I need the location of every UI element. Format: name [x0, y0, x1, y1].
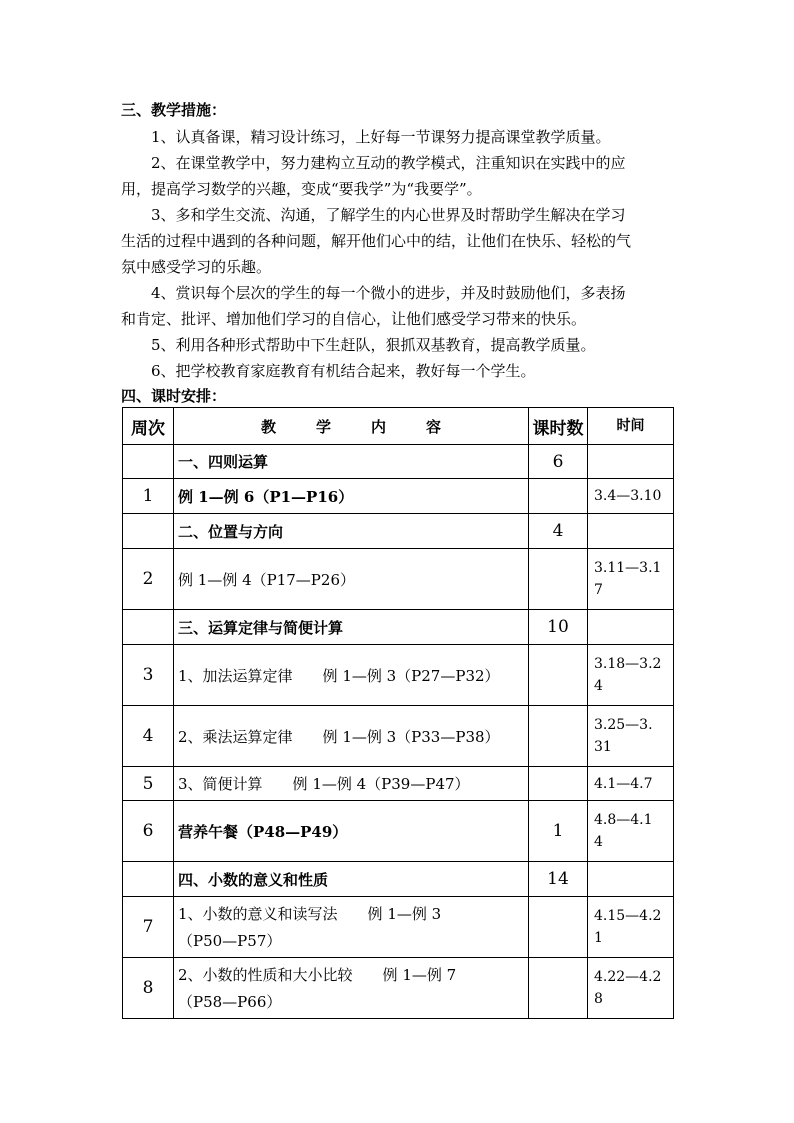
content-title: 二、位置与方向 [178, 522, 284, 541]
time-line: 4 [594, 678, 603, 694]
time-line: 4.15—4.2 [594, 908, 662, 924]
table-header-row [123, 408, 674, 445]
header-content: 教学内容 [174, 408, 529, 445]
measure-line: 1、认真备课，精习设计练习，上好每一节课努力提高课堂教学质量。 [151, 128, 611, 146]
content-pages: （P58—P66） [178, 993, 282, 1011]
measure-item-4 [121, 280, 666, 332]
cell-content [174, 706, 529, 767]
cell-week: 1 [123, 479, 174, 514]
cell-week: 2 [123, 549, 174, 610]
content-examples: 例 1—例 3 [367, 905, 442, 923]
measure-item-1 [121, 124, 666, 150]
cell-week: 6 [123, 801, 174, 862]
cell-content [174, 897, 529, 958]
time-line: 31 [594, 739, 612, 755]
cell-hours [529, 897, 588, 958]
time-line: 4 [594, 834, 603, 850]
table-row [123, 706, 674, 767]
table-row [123, 445, 674, 479]
content-title: 1、小数的意义和读写法 [178, 905, 338, 923]
cell-hours: 4 [529, 514, 588, 549]
cell-content [174, 801, 529, 862]
cell-time [588, 645, 674, 706]
cell-hours [529, 645, 588, 706]
content-examples: 例 1—例 7 [382, 966, 457, 984]
cell-content [174, 862, 529, 897]
cell-week: 7 [123, 897, 174, 958]
measure-line: 4、赏识每个层次的学生的每一个微小的进步，并及时鼓励他们，多表扬 [151, 284, 626, 302]
content-title: 2、乘法运算定律 [178, 727, 293, 746]
header-time: 时间 [588, 408, 674, 445]
cell-time [588, 958, 674, 1019]
header-week: 周次 [123, 408, 174, 445]
cell-time [588, 897, 674, 958]
cell-week: 5 [123, 767, 174, 801]
measure-line: 5、利用各种形式帮助中下生赶队，狠抓双基教育，提高教学质量。 [151, 336, 596, 354]
content-title: 例 1—例 4（P17—P26） [178, 570, 355, 589]
cell-content [174, 445, 529, 479]
cell-time [588, 445, 674, 479]
cell-time [588, 549, 674, 610]
cell-week: 3 [123, 645, 174, 706]
cell-time [588, 610, 674, 645]
cell-hours [529, 479, 588, 514]
measure-line: 氛中感受学习的乐趣。 [121, 258, 272, 276]
time-line: 4.8—4.1 [594, 812, 653, 828]
content-title: 2、小数的性质和大小比较 [178, 966, 353, 984]
cell-time [588, 862, 674, 897]
cell-time [588, 801, 674, 862]
table-row [123, 610, 674, 645]
header-hours: 课时数 [529, 408, 588, 445]
schedule-table [122, 407, 674, 1019]
table-row [123, 958, 674, 1019]
measure-line: 6、把学校教育家庭教育有机结合起来，教好每一个学生。 [151, 362, 536, 380]
content-title: 营养午餐（P48—P49） [178, 822, 348, 841]
cell-time [588, 706, 674, 767]
cell-week [123, 610, 174, 645]
cell-hours: 1 [529, 801, 588, 862]
measure-item-5 [121, 332, 666, 358]
time-line: 3.25—3. [594, 717, 653, 733]
time-line: 3.4—3.10 [594, 488, 662, 504]
content-examples: 例 1—例 4（P39—P47） [292, 775, 470, 793]
content-title: 一、四则运算 [178, 453, 269, 471]
cell-week: 8 [123, 958, 174, 1019]
table-row [123, 549, 674, 610]
cell-content [174, 767, 529, 801]
cell-hours: 10 [529, 610, 588, 645]
cell-time [588, 767, 674, 801]
cell-hours [529, 549, 588, 610]
table-row [123, 862, 674, 897]
time-line: 1 [594, 930, 603, 946]
cell-week [123, 445, 174, 479]
table-row [123, 801, 674, 862]
table-row [123, 645, 674, 706]
measure-line: 和肯定、批评、增加他们学习的自信心，让他们感受学习带来的快乐。 [121, 310, 587, 328]
time-line: 7 [594, 582, 603, 598]
content-title: 四、小数的意义和性质 [178, 870, 329, 889]
cell-content [174, 645, 529, 706]
time-line: 3.18—3.2 [594, 656, 662, 672]
cell-week: 4 [123, 706, 174, 767]
section-heading-measures: 三、教学措施： [121, 101, 227, 119]
table-row [123, 514, 674, 549]
measure-item-3 [121, 202, 666, 280]
time-line: 4.1—4.7 [594, 775, 653, 792]
table-row [123, 767, 674, 801]
cell-time [588, 479, 674, 514]
content-examples: 例 1—例 3（P33—P38） [322, 727, 500, 746]
cell-content [174, 549, 529, 610]
measure-line: 2、在课堂教学中，努力建构立互动的教学模式，注重知识在实践中的应 [151, 154, 626, 172]
cell-content [174, 514, 529, 549]
cell-content [174, 479, 529, 514]
cell-content [174, 610, 529, 645]
section-heading-schedule: 四、课时安排： [121, 387, 227, 405]
measure-line: 用，提高学习数学的兴趣，变成“要我学”为“我要学”。 [121, 180, 482, 198]
cell-content [174, 958, 529, 1019]
content-examples: 例 1—例 3（P27—P32） [322, 666, 500, 685]
measure-item-6 [121, 358, 666, 384]
table-row [123, 897, 674, 958]
content-title: 3、简便计算 [178, 775, 263, 793]
cell-hours [529, 958, 588, 1019]
time-line: 8 [594, 991, 603, 1007]
cell-hours [529, 767, 588, 801]
time-line: 4.22—4.2 [594, 969, 662, 985]
content-pages: （P50—P57） [178, 932, 282, 950]
content-title: 例 1—例 6（P1—P16） [178, 487, 354, 506]
measure-line: 生活的过程中遇到的各种问题，解开他们心中的结，让他们在快乐、轻松的气 [121, 232, 632, 250]
cell-week [123, 514, 174, 549]
cell-hours: 6 [529, 445, 588, 479]
cell-week [123, 862, 174, 897]
content-title: 三、运算定律与简便计算 [178, 618, 344, 637]
table-row [123, 479, 674, 514]
content-title: 1、加法运算定律 [178, 666, 293, 685]
measure-item-2 [121, 150, 666, 202]
measure-line: 3、多和学生交流、沟通，了解学生的内心世界及时帮助学生解决在学习 [151, 206, 626, 224]
cell-hours [529, 706, 588, 767]
cell-hours: 14 [529, 862, 588, 897]
time-line: 3.11—3.1 [594, 560, 662, 576]
cell-time [588, 514, 674, 549]
